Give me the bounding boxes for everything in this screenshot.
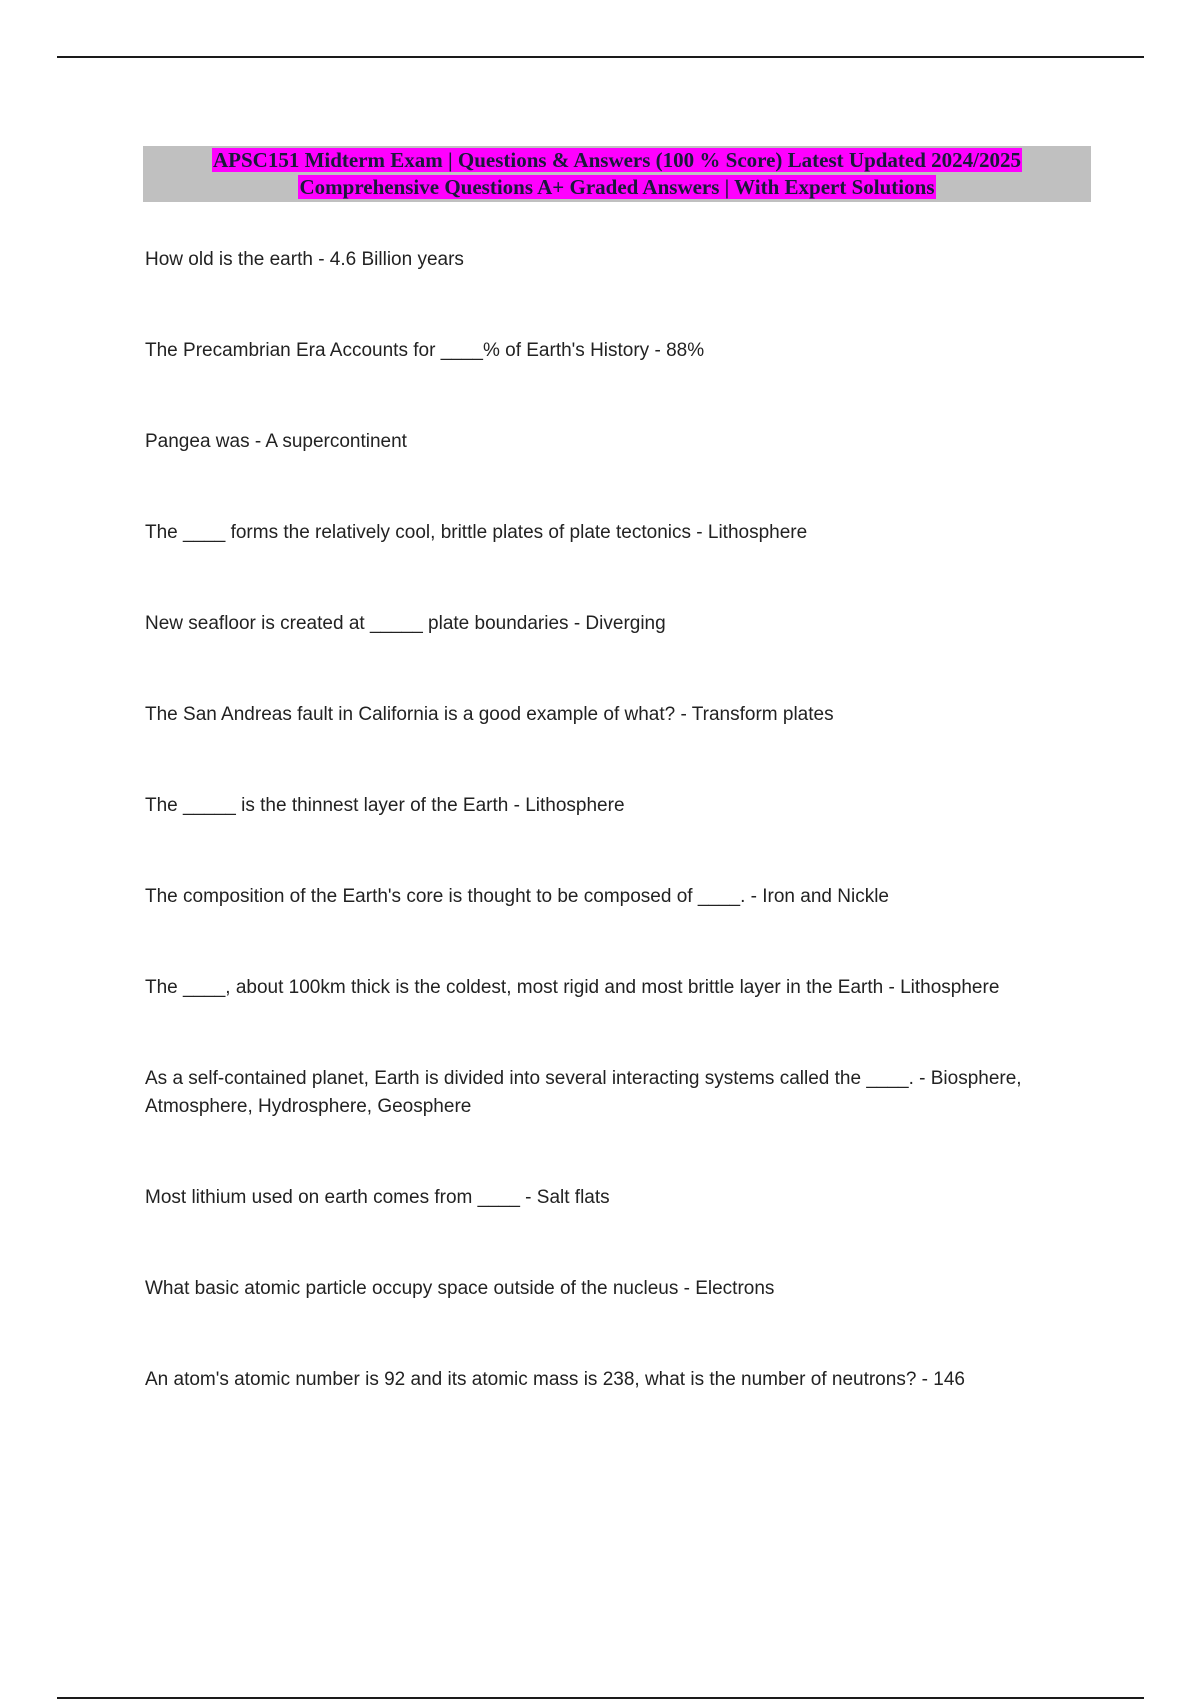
qa-item: How old is the earth - 4.6 Billion years <box>145 249 464 270</box>
qa-item: New seafloor is created at _____ plate boundaries - Diverging <box>145 613 666 634</box>
qa-item: The ____ forms the relatively cool, brittle plates of plate tectonics - Lithosphere <box>145 522 808 543</box>
qa-item: The _____ is the thinnest layer of the Earth - Lithosphere <box>145 795 625 816</box>
qa-item: As a self-contained planet, Earth is divided into several interacting systems called the ____. - Biosphere, Atmosphere, Hydrosphere, Geosphere <box>145 1068 1022 1117</box>
title-line-1: APSC151 Midterm Exam | Questions & Answers (100 % Score) Latest Updated 2024/2025 <box>212 148 1022 172</box>
qa-item: Pangea was - A supercontinent <box>145 431 407 452</box>
document-title <box>143 146 1091 202</box>
qa-list <box>145 246 1095 1394</box>
title-line-2: Comprehensive Questions A+ Graded Answers | With Expert Solutions <box>299 175 935 199</box>
qa-item: The ____, about 100km thick is the coldest, most rigid and most brittle layer in the Earth - Lithosphere <box>145 977 1000 998</box>
top-rule <box>57 56 1144 58</box>
qa-item: The composition of the Earth's core is thought to be composed of ____. - Iron and Nickle <box>145 886 889 907</box>
qa-item: The Precambrian Era Accounts for ____% of Earth's History - 88% <box>145 340 705 361</box>
qa-item: The San Andreas fault in California is a good example of what? - Transform plates <box>145 704 834 725</box>
qa-item: An atom's atomic number is 92 and its atomic mass is 238, what is the number of neutrons? - 146 <box>145 1369 965 1390</box>
bottom-rule <box>57 1697 1144 1699</box>
qa-item: What basic atomic particle occupy space outside of the nucleus - Electrons <box>145 1278 775 1299</box>
qa-item: Most lithium used on earth comes from ____ - Salt flats <box>145 1187 610 1208</box>
